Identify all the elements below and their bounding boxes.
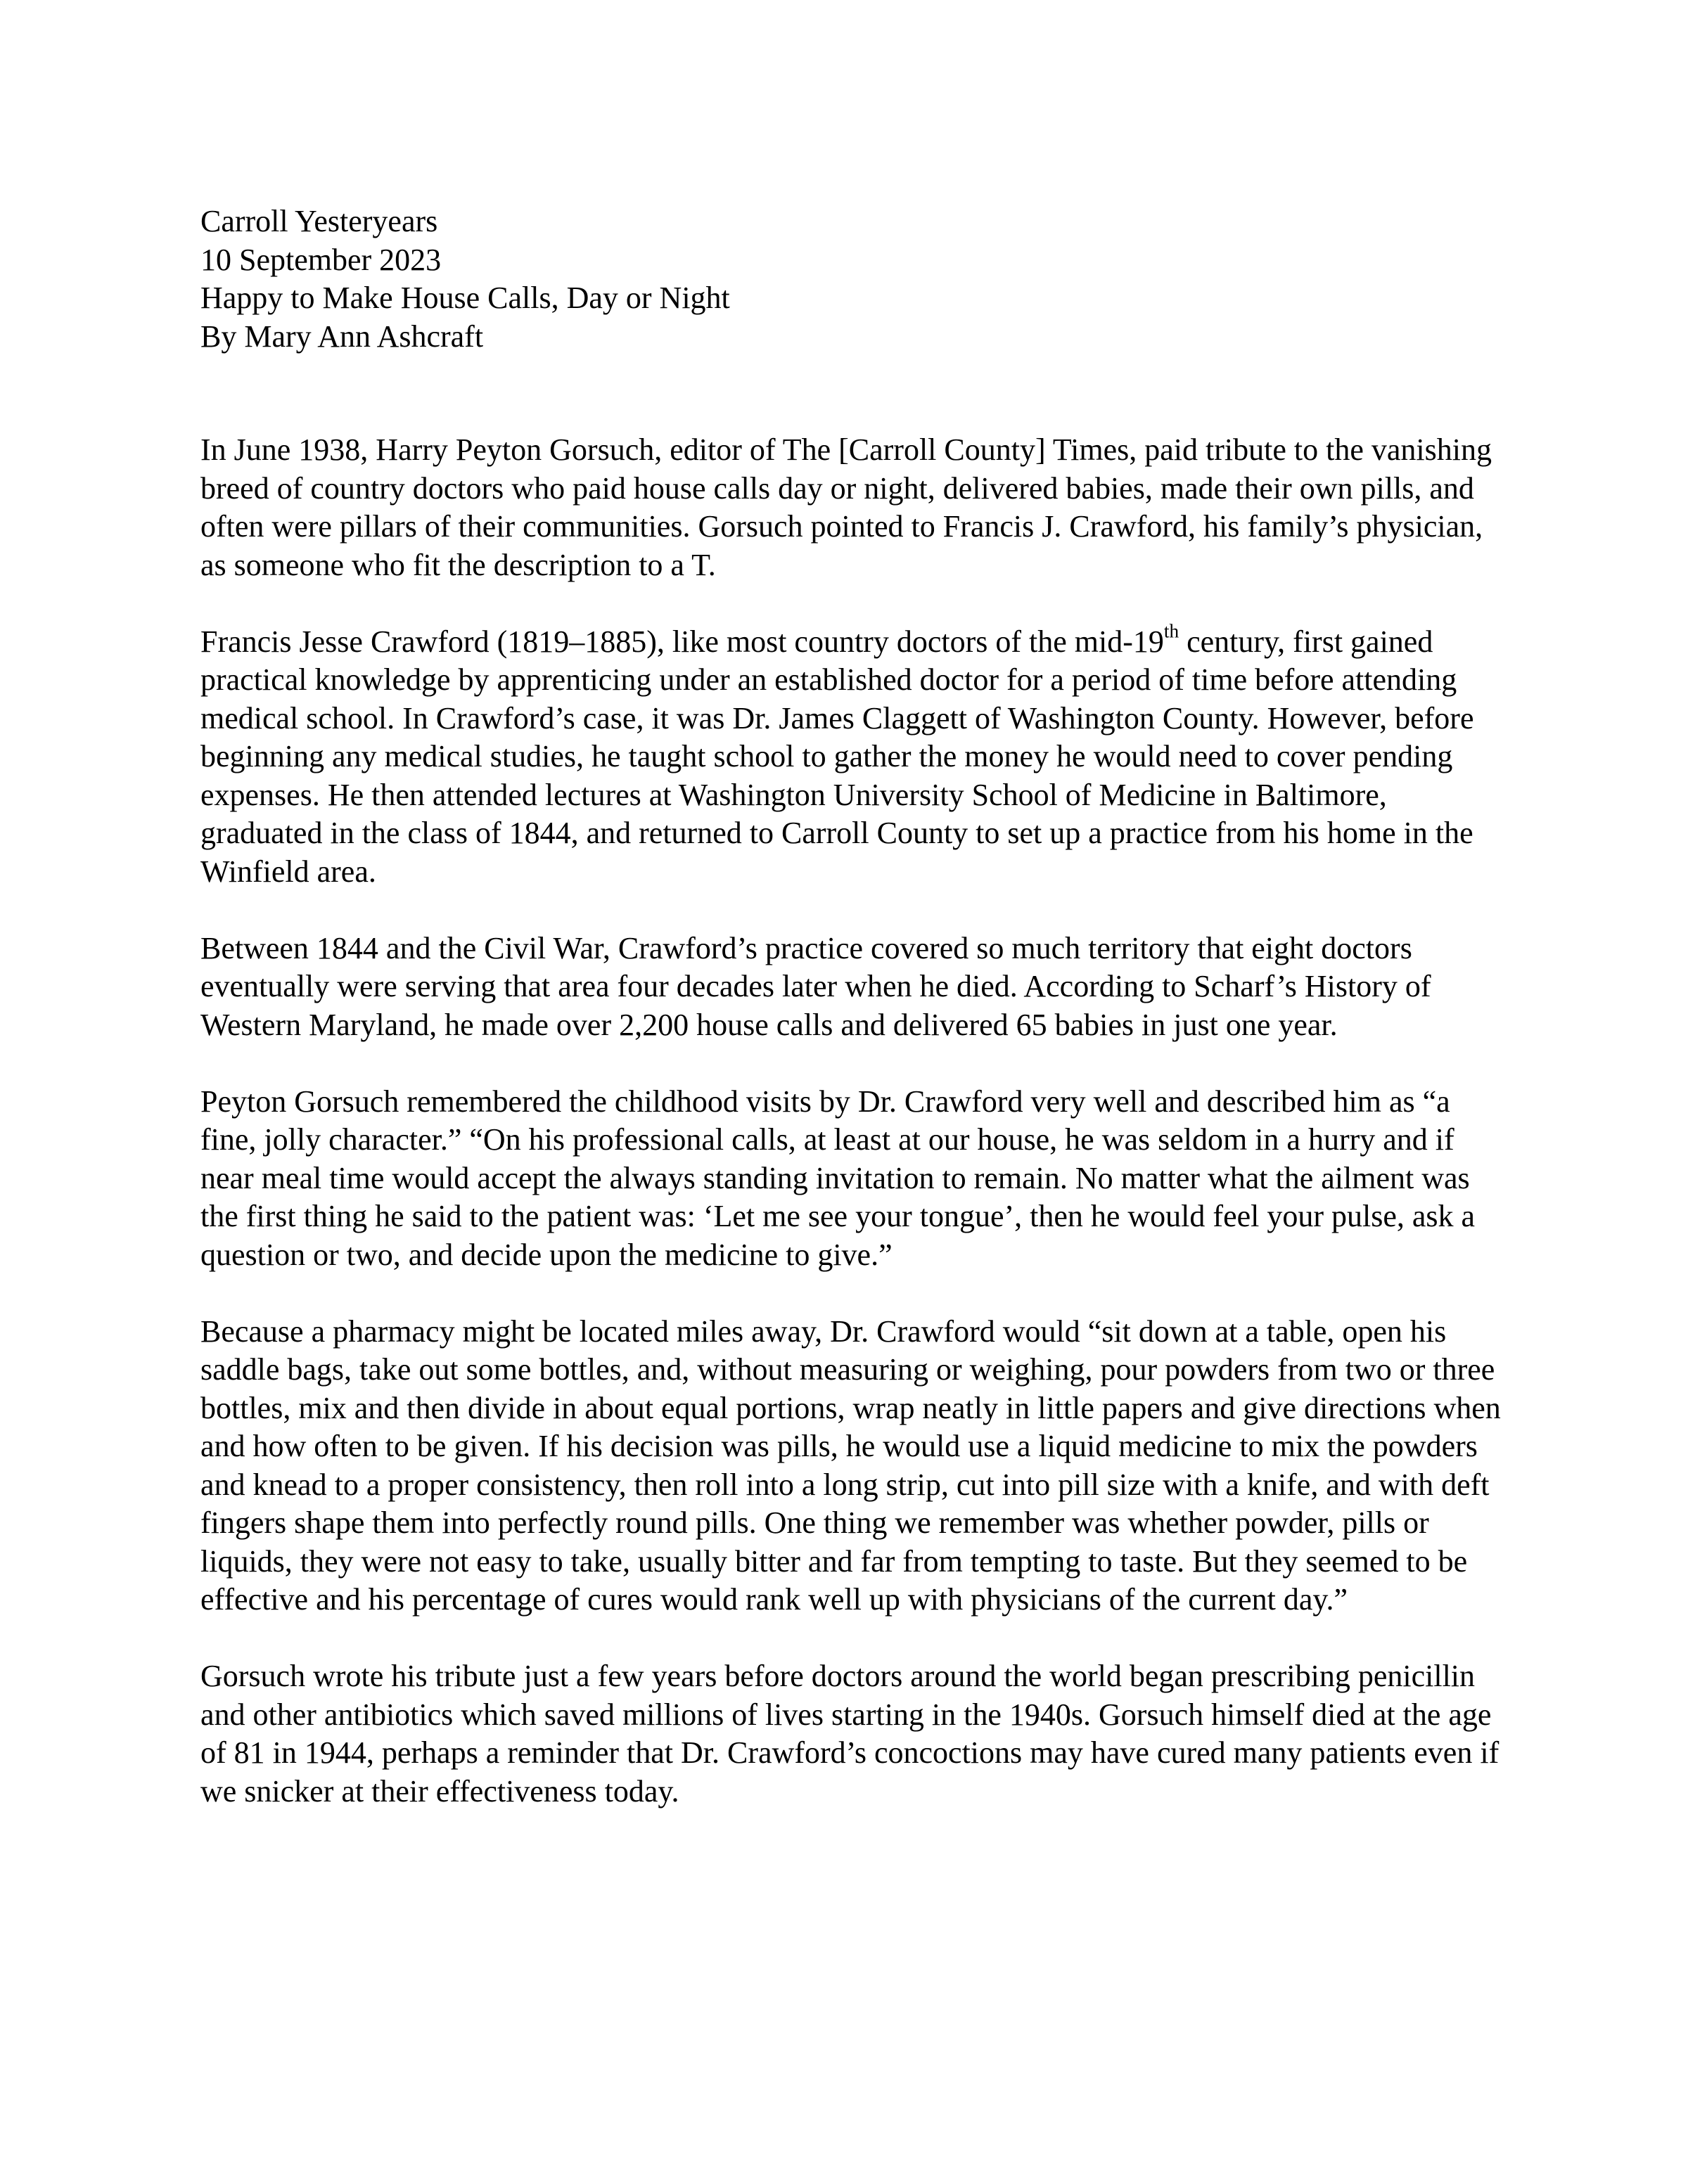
ordinal-superscript: th <box>1163 620 1179 642</box>
paragraph-6: Gorsuch wrote his tribute just a few years before doctors around the world began prescribing penicillin and other antibiotics which saved millions of lives starting in the 1940s. Gorsuch himself died at the age of 81 in 1944, perhaps a reminder that Dr. Crawford’s concoctions may have cured many patients even if we snicker at their effectiveness today. <box>200 1659 1500 1809</box>
article-date: 10 September 2023 <box>200 242 442 277</box>
paragraph-5: Because a pharmacy might be located miles away, Dr. Crawford would “sit down at a table, open his saddle bags, take out some bottles, and, without measuring or weighing, pour powders from two or three bottles, mix and then divide in about equal portions, wrap neatly in little papers and give directions when and how often to be given. If his decision was pills, he would use a liquid medicine to mix the powders and knead to a proper consistency, then roll into a long strip, cut into pill size with a knife, and with deft fingers shape them into perfectly round pills. One thing we remember was whether powder, pills or liquids, they were not easy to take, usually bitter and far from tempting to taste. But they seemed to be effective and his percentage of cures would rank well up with physicians of the current day.” <box>200 1313 1501 1617</box>
paragraph-2 <box>200 620 1505 892</box>
paragraph-2-text-start: Francis Jesse Crawford (1819–1885), like most country doctors of the mid-19 <box>200 624 1164 659</box>
article-body <box>200 431 1505 1849</box>
column-name: Carroll Yesteryears <box>200 204 438 238</box>
paragraph-4: Peyton Gorsuch remembered the childhood visits by Dr. Crawford very well and described him as “a fine, jolly character.” “On his professional calls, at least at our house, he was seldom in a hurry and if near meal time would accept the always standing invitation to remain. No matter what the ailment was the first thing he said to the patient was: ‘Let me see your tongue’, then he would feel your pulse, ask a question or two, and decide upon the medicine to give.” <box>200 1084 1476 1272</box>
article-title: Happy to Make House Calls, Day or Night <box>200 281 730 315</box>
article-header <box>200 203 1509 356</box>
paragraph-2-text-end: century, first gained practical knowledge by apprenticing under an established doctor for a period of time before attending medical school. In Crawford’s case, it was Dr. James Claggett of Washington County. However, before beginning any medical studies, he taught school to gather the money he would need to cover pending expenses. He then attended lectures at Washington University School of Medicine in Baltimore, graduated in the class of 1844, and returned to Carroll County to set up a practice from his home in the Winfield area. <box>200 624 1474 889</box>
paragraph-3: Between 1844 and the Civil War, Crawford’s practice covered so much territory that eight doctors eventually were serving that area four decades later when he died. According to Scharf’s History of Western Maryland, he made over 2,200 house calls and delivered 65 babies in just one year. <box>200 930 1431 1042</box>
article-byline: By Mary Ann Ashcraft <box>200 319 484 354</box>
paragraph-1: In June 1938, Harry Peyton Gorsuch, editor of The [Carroll County] Times, paid tribute to the vanishing breed of country doctors who paid house calls day or night, delivered babies, made their own pills, and often were pillars of their communities. Gorsuch pointed to Francis J. Crawford, his family’s physician, as someone who fit the description to a T. <box>200 432 1492 582</box>
